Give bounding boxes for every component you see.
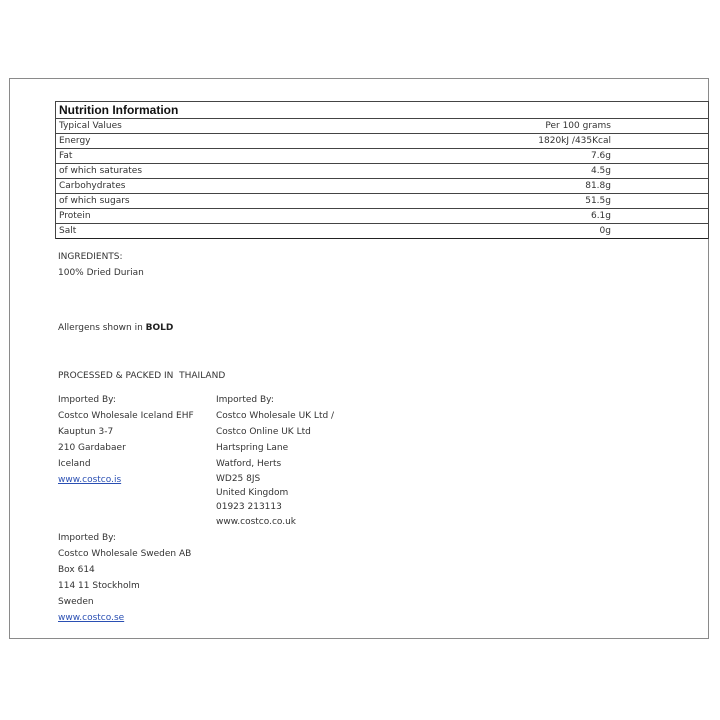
nutrition-label: Protein — [59, 211, 91, 221]
nutrition-row — [56, 209, 708, 224]
ingredients-text: 100% Dried Durian — [58, 268, 144, 278]
nutrition-label: Carbohydrates — [59, 181, 126, 191]
importer-line: Costco Online UK Ltd — [216, 427, 311, 437]
importer-line: United Kingdom — [216, 488, 289, 498]
nutrition-row — [56, 134, 708, 149]
importer-line: WD25 8JS — [216, 474, 261, 484]
nutrition-value: 7.6g — [590, 151, 611, 161]
importer-line: Costco Wholesale Iceland EHF — [58, 411, 194, 421]
nutrition-label: of which saturates — [59, 166, 143, 176]
importer-heading: Imported By: — [58, 533, 116, 543]
importer-uk — [216, 392, 334, 530]
allergens-bold: BOLD — [145, 323, 174, 333]
nutrition-value: 0g — [599, 226, 611, 236]
importer-line: Hartspring Lane — [216, 443, 289, 453]
importer-line: Watford, Herts — [216, 459, 282, 469]
nutrition-row — [56, 149, 708, 164]
nutrition-value: 81.8g — [585, 181, 611, 191]
nutrition-row — [56, 164, 708, 179]
importer-line: 114 11 Stockholm — [58, 581, 140, 591]
nutrition-label: of which sugars — [59, 196, 130, 206]
importer-sweden — [58, 530, 191, 626]
importer-website: www.costco.co.uk — [216, 517, 297, 527]
importer-heading: Imported By: — [58, 395, 116, 405]
importer-line: 01923 213113 — [216, 502, 282, 512]
importer-line: Sweden — [58, 597, 94, 607]
origin-statement — [58, 368, 225, 384]
importer-line: Kauptun 3-7 — [58, 427, 114, 437]
importer-line: Iceland — [58, 459, 91, 469]
nutrition-label: Typical Values — [59, 121, 122, 131]
nutrition-title: Nutrition Information — [56, 102, 708, 119]
allergens-note — [58, 320, 173, 336]
nutrition-value: Per 100 grams — [545, 121, 611, 131]
nutrition-row — [56, 194, 708, 209]
importer-line: Box 614 — [58, 565, 95, 575]
importer-heading: Imported By: — [216, 395, 274, 405]
allergens-prefix: Allergens shown in — [58, 323, 146, 333]
origin-text: PROCESSED & PACKED IN THAILAND — [58, 371, 226, 381]
costco-iceland-link[interactable]: www.costco.is — [58, 475, 122, 485]
nutrition-row — [56, 119, 708, 134]
ingredients-section — [58, 249, 144, 281]
ingredients-heading: INGREDIENTS: — [58, 252, 123, 262]
nutrition-row — [56, 224, 708, 239]
importer-line: Costco Wholesale UK Ltd / — [216, 411, 335, 421]
importer-line: Costco Wholesale Sweden AB — [58, 549, 192, 559]
importer-line: 210 Gardabaer — [58, 443, 126, 453]
nutrition-label: Salt — [59, 226, 77, 236]
nutrition-label: Fat — [59, 151, 73, 161]
nutrition-value: 4.5g — [590, 166, 611, 176]
nutrition-table — [55, 101, 709, 239]
costco-sweden-link[interactable]: www.costco.se — [58, 613, 125, 623]
nutrition-value: 1820kJ /435Kcal — [538, 136, 611, 146]
nutrition-value: 51.5g — [585, 196, 611, 206]
importer-iceland — [58, 392, 194, 488]
nutrition-row — [56, 179, 708, 194]
nutrition-label: Energy — [59, 136, 91, 146]
nutrition-value: 6.1g — [590, 211, 611, 221]
